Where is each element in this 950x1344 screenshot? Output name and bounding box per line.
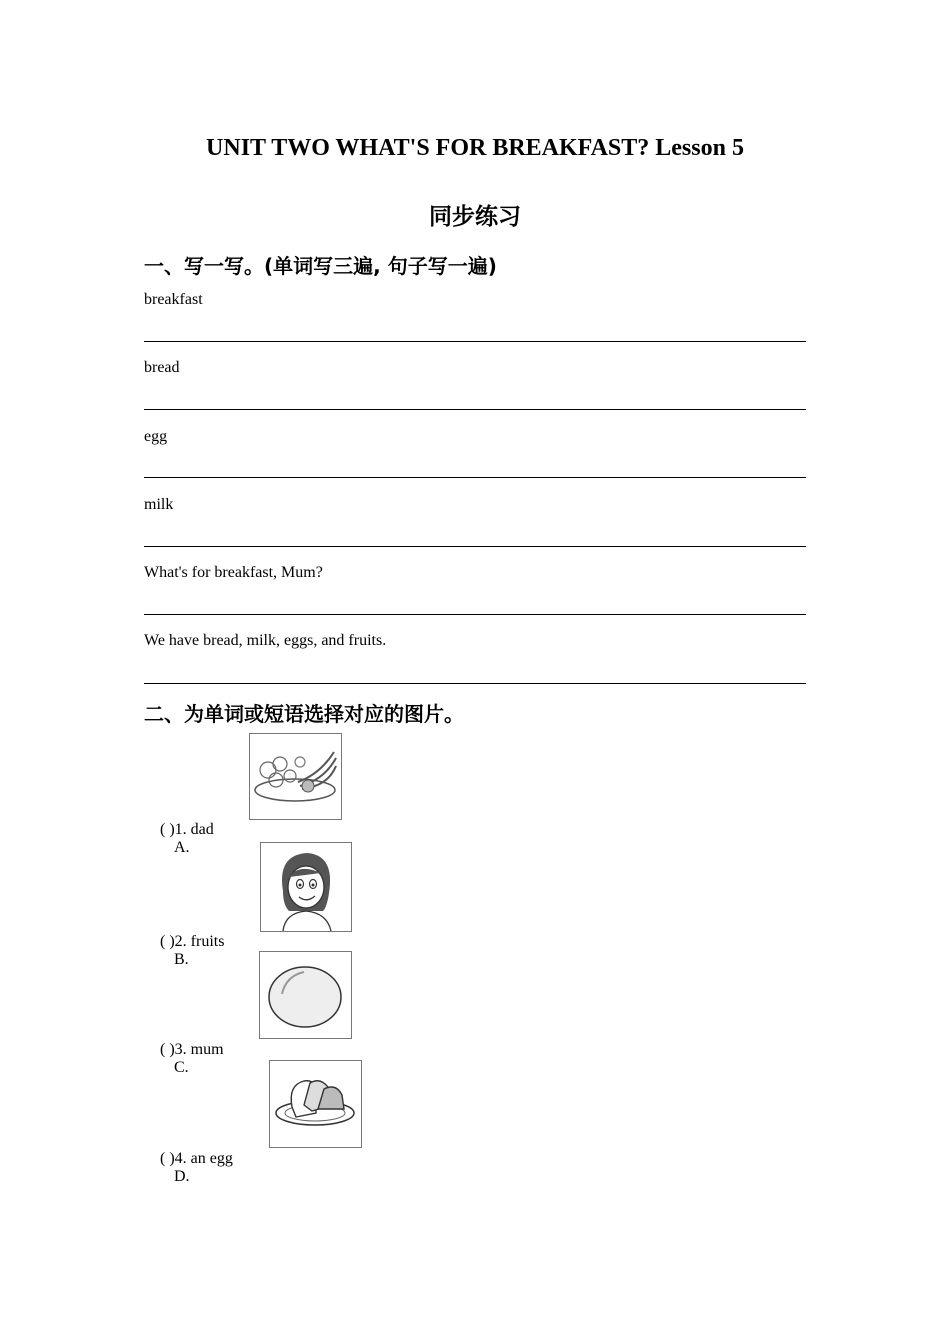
answer-line[interactable] [144, 409, 806, 410]
item-number: ( )2. fruits [160, 933, 225, 950]
section2-heading: 二、为单词或短语选择对应的图片。 [144, 702, 464, 726]
bread-plate-icon [269, 1060, 362, 1148]
prompt-word: milk [144, 496, 174, 513]
fruit-plate-icon [249, 733, 342, 820]
egg-icon [259, 951, 352, 1039]
item-number: ( )3. mum [160, 1041, 224, 1058]
section1-heading: 一、写一写。(单词写三遍, 句子写一遍) [144, 254, 497, 278]
answer-line[interactable] [144, 546, 806, 547]
match-item [144, 915, 224, 987]
answer-line[interactable] [144, 477, 806, 478]
prompt-sentence: We have bread, milk, eggs, and fruits. [144, 632, 387, 649]
answer-line[interactable] [144, 341, 806, 342]
match-item [144, 1023, 224, 1095]
item-option: B. [174, 951, 189, 968]
prompt-word: breakfast [144, 291, 203, 308]
item-number: ( )4. an egg [160, 1150, 233, 1167]
prompt-word: egg [144, 428, 168, 445]
item-number: ( )1. dad [160, 821, 214, 838]
prompt-word: bread [144, 359, 180, 376]
page-subtitle: 同步练习 [429, 204, 521, 230]
answer-line[interactable] [144, 683, 806, 684]
match-item [144, 1132, 233, 1204]
item-option: A. [174, 839, 190, 856]
item-option: C. [174, 1059, 189, 1076]
girl-face-icon [260, 842, 352, 932]
item-option: D. [174, 1168, 190, 1185]
page-title: UNIT TWO WHAT'S FOR BREAKFAST? Lesson 5 [206, 135, 744, 161]
match-item [144, 803, 214, 875]
prompt-sentence: What's for breakfast, Mum? [144, 564, 323, 581]
answer-line[interactable] [144, 614, 806, 615]
